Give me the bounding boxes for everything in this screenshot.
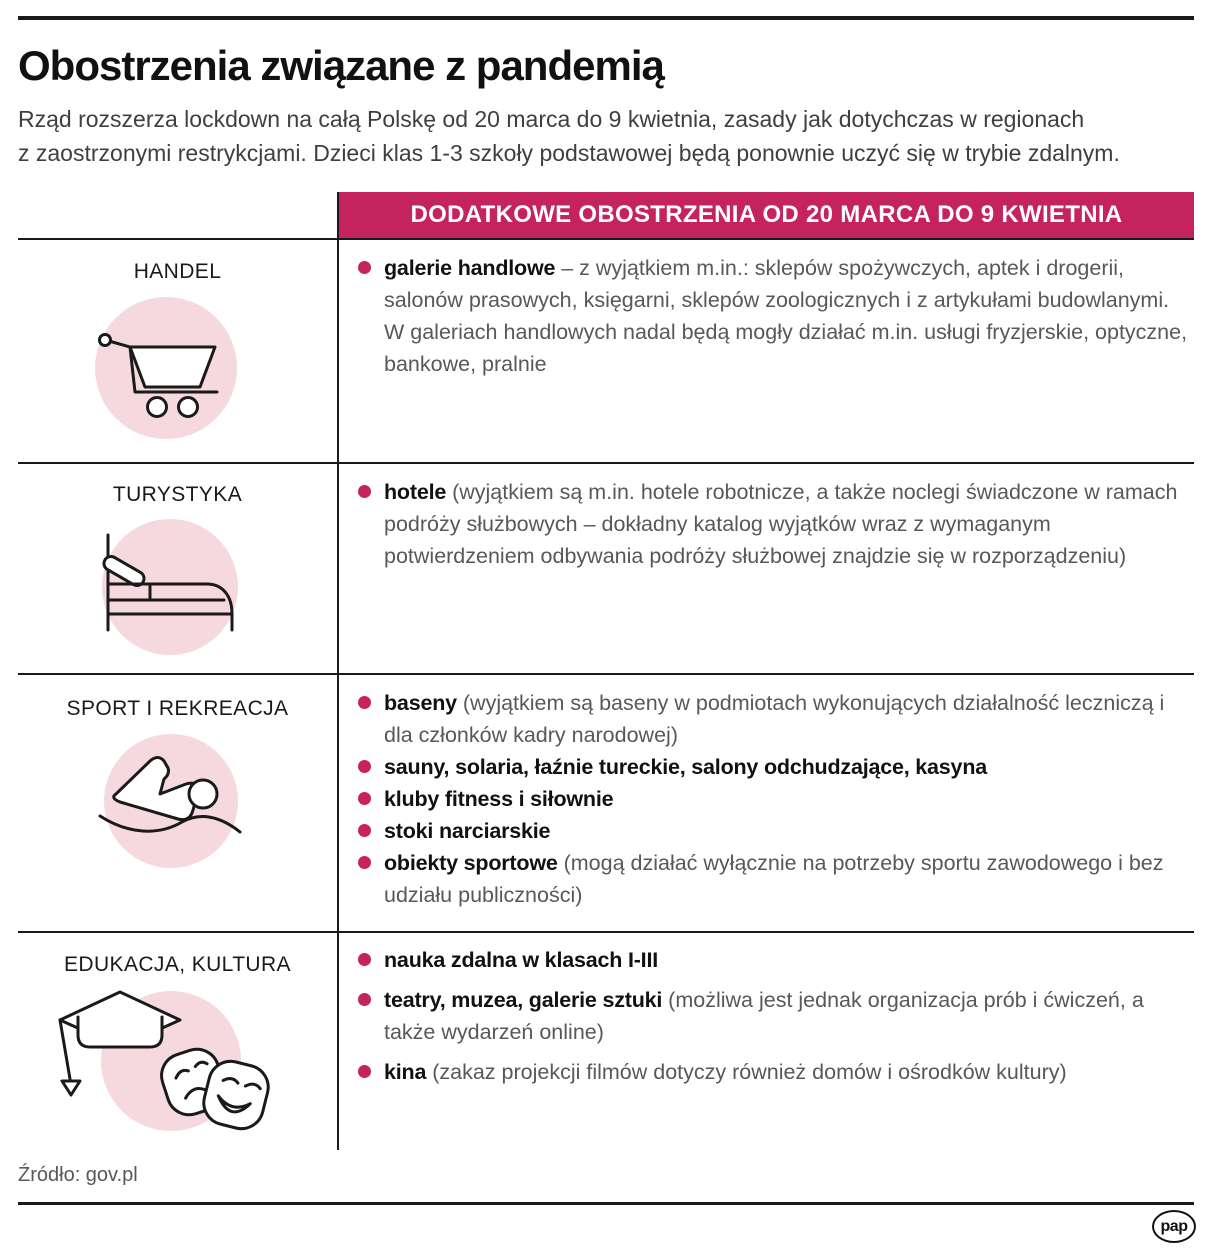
- bullet-dot-icon: [358, 485, 371, 498]
- item-rest: (wyjątkiem są m.in. hotele robotnicze, a także noclegi świadczone w ramach podróży służbowych – dokładny katalog wyjątków wraz z wymaganym potwierdzeniem odbywania podróży służbowej znajdzie się w rozporządzeniu): [384, 480, 1178, 568]
- list-item: [358, 783, 1194, 815]
- bullet-dot-icon: [358, 792, 371, 805]
- bullet-dot-icon: [358, 993, 371, 1006]
- item-rest: (wyjątkiem są baseny w podmiotach wykonujących działalność leczniczą i dla członków kadry narodowej): [384, 691, 1165, 747]
- bullet-dot-icon: [358, 760, 371, 773]
- list-item: [358, 944, 1194, 976]
- page-title: Obostrzenia związane z pandemią: [18, 42, 664, 89]
- bullet-dot-icon: [358, 824, 371, 837]
- item-rest: (mogą działać wyłącznie na potrzeby sportu zawodowego i bez udziału publiczności): [384, 851, 1164, 907]
- bullet-dot-icon: [358, 696, 371, 709]
- list-item: [358, 687, 1194, 751]
- pap-logo: pap: [1152, 1210, 1196, 1243]
- table-vertical-divider: [337, 192, 339, 1150]
- table-header-bar: [339, 192, 1194, 238]
- item-lead: kina: [384, 1060, 427, 1084]
- list-item: [358, 1056, 1194, 1088]
- row-divider: [18, 931, 1194, 933]
- item-text: [384, 751, 987, 783]
- category-label-edukacja: EDUKACJA, KULTURA: [64, 953, 291, 976]
- item-text: [384, 687, 1194, 751]
- category-label-handel: HANDEL: [133, 260, 222, 283]
- restrictions-sport: [358, 687, 1194, 911]
- item-lead: obiekty sportowe: [384, 851, 558, 875]
- source-note: Źródło: gov.pl: [18, 1164, 138, 1186]
- bottom-rule: [18, 1202, 1194, 1205]
- item-text: [384, 783, 613, 815]
- bed-icon: [100, 530, 240, 635]
- item-lead: teatry, muzea, galerie sztuki: [384, 988, 663, 1012]
- item-lead: hotele: [384, 480, 447, 504]
- shopping-cart-icon: [95, 330, 225, 420]
- item-text: [384, 984, 1194, 1048]
- category-label-sport: SPORT I REKREACJA: [66, 697, 289, 720]
- row-divider: [18, 238, 1194, 240]
- intro-line: Rząd rozszerza lockdown na całą Polskę od 20 marca do 9 kwietnia, zasady jak dotychczas w regionach: [18, 106, 1085, 132]
- intro-text: [18, 102, 1194, 170]
- item-lead: sauny, solaria, łaźnie tureckie, salony odchudzające, kasyna: [384, 755, 988, 779]
- item-rest: (możliwa jest jednak organizacja prób i ćwiczeń, a także wydarzeń online): [384, 988, 1144, 1044]
- list-item: [358, 984, 1194, 1048]
- restrictions-turystyka: [358, 476, 1194, 572]
- item-lead: nauka zdalna w klasach I-III: [384, 948, 659, 972]
- list-item: [358, 751, 1194, 783]
- list-item: [358, 815, 1194, 847]
- row-divider: [18, 673, 1194, 675]
- item-text: [384, 252, 1194, 380]
- item-text: [384, 1056, 1067, 1088]
- bullet-dot-icon: [358, 953, 371, 966]
- top-rule: [18, 16, 1194, 20]
- item-text: [384, 815, 550, 847]
- list-item: [358, 847, 1194, 911]
- item-lead: baseny: [384, 691, 457, 715]
- bullet-dot-icon: [358, 856, 371, 869]
- bullet-dot-icon: [358, 261, 371, 274]
- table-header-label: DODATKOWE OBOSTRZENIA OD 20 MARCA DO 9 KWIETNIA: [410, 201, 1123, 228]
- restrictions-edukacja: [358, 944, 1194, 1088]
- list-item: [358, 476, 1194, 572]
- category-label-turystyka: TURYSTYKA: [112, 483, 243, 506]
- item-text: [384, 476, 1194, 572]
- item-lead: kluby fitness i siłownie: [384, 787, 614, 811]
- item-lead: galerie handlowe: [384, 256, 556, 280]
- item-text: [384, 847, 1194, 911]
- graduation-cap-masks-icon: [52, 983, 276, 1133]
- item-rest: – z wyjątkiem m.in.: sklepów spożywczych, aptek i drogerii, salonów prasowych, księgarni, sklepów zoologicznych i z artykułami budowlanymi. W galeriach handlowych nadal będą mogły działać m.in. usługi fryzjerskie, optyczne, bankowe, pralnie: [384, 256, 1188, 376]
- item-text: [384, 944, 658, 976]
- swimmer-icon: [98, 752, 246, 848]
- bullet-dot-icon: [358, 1065, 371, 1078]
- list-item: [358, 252, 1194, 380]
- row-divider: [18, 462, 1194, 464]
- restrictions-handel: [358, 252, 1194, 380]
- item-lead: stoki narciarskie: [384, 819, 551, 843]
- intro-line: z zaostrzonymi restrykcjami. Dzieci klas 1-3 szkoły podstawowej będą ponownie uczyć się w trybie zdalnym.: [18, 140, 1120, 166]
- item-rest: (zakaz projekcji filmów dotyczy również domów i ośrodków kultury): [426, 1060, 1067, 1084]
